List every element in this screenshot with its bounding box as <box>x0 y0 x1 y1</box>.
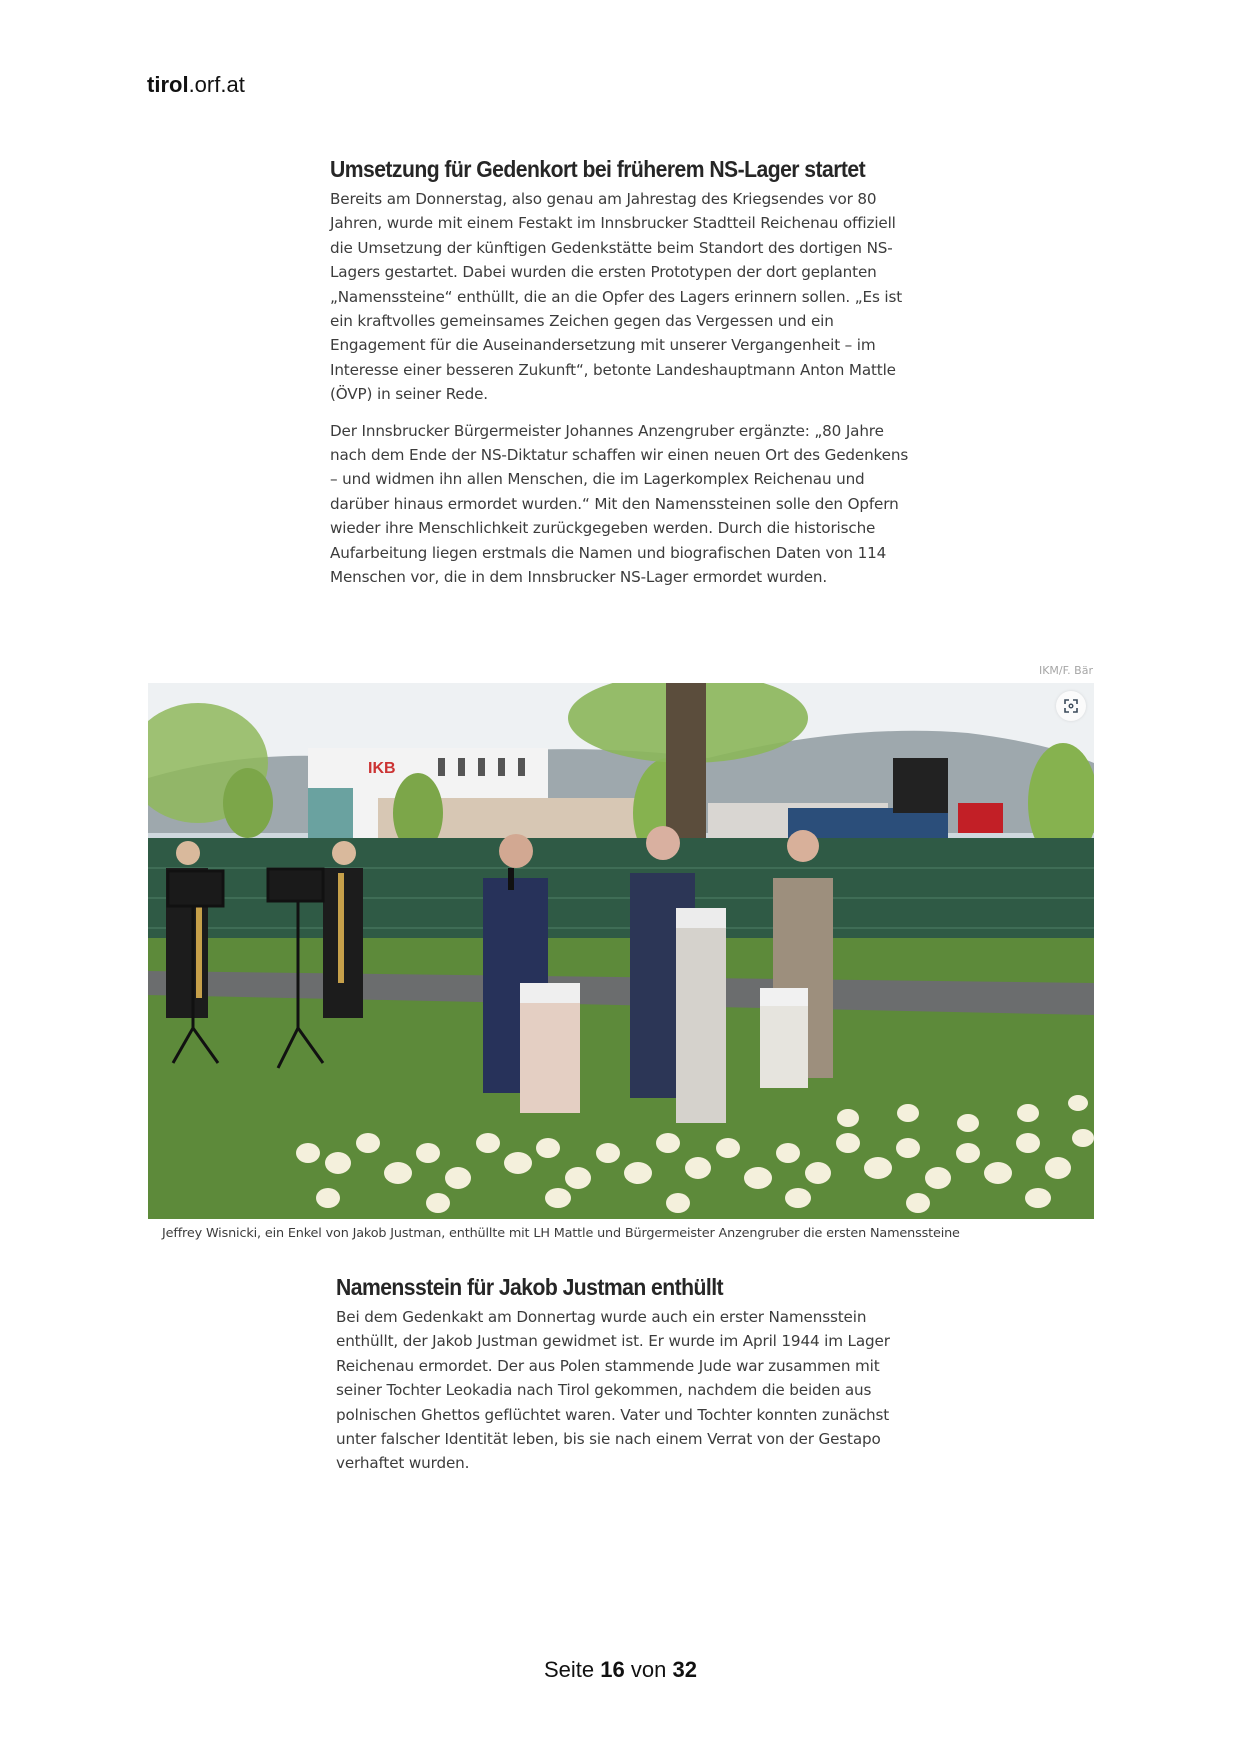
article-section-2 <box>336 1274 916 1476</box>
name-stone-left <box>520 993 580 1113</box>
photo-caption: Jeffrey Wisnicki, ein Enkel von Jakob Justman, enthüllte mit LH Mattle und Bürgermeister Anzengruber die ersten Namenssteine <box>162 1226 960 1241</box>
article-photo[interactable] <box>148 683 1094 1219</box>
page-footer <box>0 1657 1241 1683</box>
article-section-1 <box>330 156 910 590</box>
photo-credit: IKM/F. Bär <box>1038 664 1093 677</box>
site-label <box>147 72 245 98</box>
photo-illustration <box>148 683 1094 1219</box>
tree-trunk <box>666 683 706 853</box>
expand-image-button[interactable] <box>1056 691 1086 721</box>
page-prefix: Seite <box>544 1657 595 1682</box>
name-stone-right <box>760 998 808 1088</box>
page-number: 16 <box>600 1657 625 1682</box>
page-middle: von <box>630 1657 667 1682</box>
name-stone-center <box>676 918 726 1123</box>
page-total: 32 <box>672 1657 697 1682</box>
expand-image-icon <box>1063 698 1079 714</box>
paragraph: Bei dem Gedenkakt am Donnertag wurde auch ein erster Namensstein enthüllt, der Jakob Justman gewidmet ist. Er wurde im April 1944 im Lager Reichenau ermordet. Der aus Polen stammende Jude war zusammen mit seiner Tochter Leokadia nach Tirol gekommen, nachdem die beiden aus polnischen Ghettos geflüchtet waren. Vater und Tochter konnten zunächst unter falscher Identität leben, bis sie nach einem Verrat von der Gestapo verhaftet wurden. <box>336 1308 890 1473</box>
site-label-rest: .orf.at <box>188 72 245 97</box>
section-heading: Umsetzung für Gedenkort bei früherem NS-Lager startet <box>330 156 866 182</box>
paragraph: Der Innsbrucker Bürgermeister Johannes Anzengruber ergänzte: „80 Jahre nach dem Ende der NS-Diktatur schaffen wir einen neuen Ort des Gedenkens – und widmen ihn allen Menschen, die im Lagerkomplex Reichenau und darüber hinaus ermordet wurden.“ Mit den Namenssteinen solle den Opfern wieder ihre Menschlichkeit zurückgegeben werden. Durch die historische Aufarbeitung liegen erstmals die Namen und biografischen Daten von 114 Menschen vor, die in dem Innsbrucker NS-Lager ermordet wurden. <box>330 421 909 587</box>
paragraph: Bereits am Donnerstag, also genau am Jahrestag des Kriegsendes vor 80 Jahren, wurde mit einem Festakt im Innsbrucker Stadtteil Reichenau offiziell die Umsetzung der künftigen Gedenkstätte beim Standort des dortigen NS-Lagers gestartet. Dabei wurden die ersten Prototypen der dort geplanten „Namenssteine“ enthüllt, die an die Opfer des Lagers erinnern sollen. „Es ist ein kraftvolles gemeinsames Zeichen gegen das Vergessen und ein Engagement für die Auseinandersetzung mit unserer Vergangenheit – im Interesse einer besseren Zukunft“, betonte Landeshauptmann Anton Mattle (ÖVP) in seiner Rede. <box>330 190 903 404</box>
site-label-bold: tirol <box>147 72 189 97</box>
section-heading: Namensstein für Jakob Justman enthüllt <box>336 1274 724 1300</box>
building-sign: IKB <box>368 760 396 777</box>
